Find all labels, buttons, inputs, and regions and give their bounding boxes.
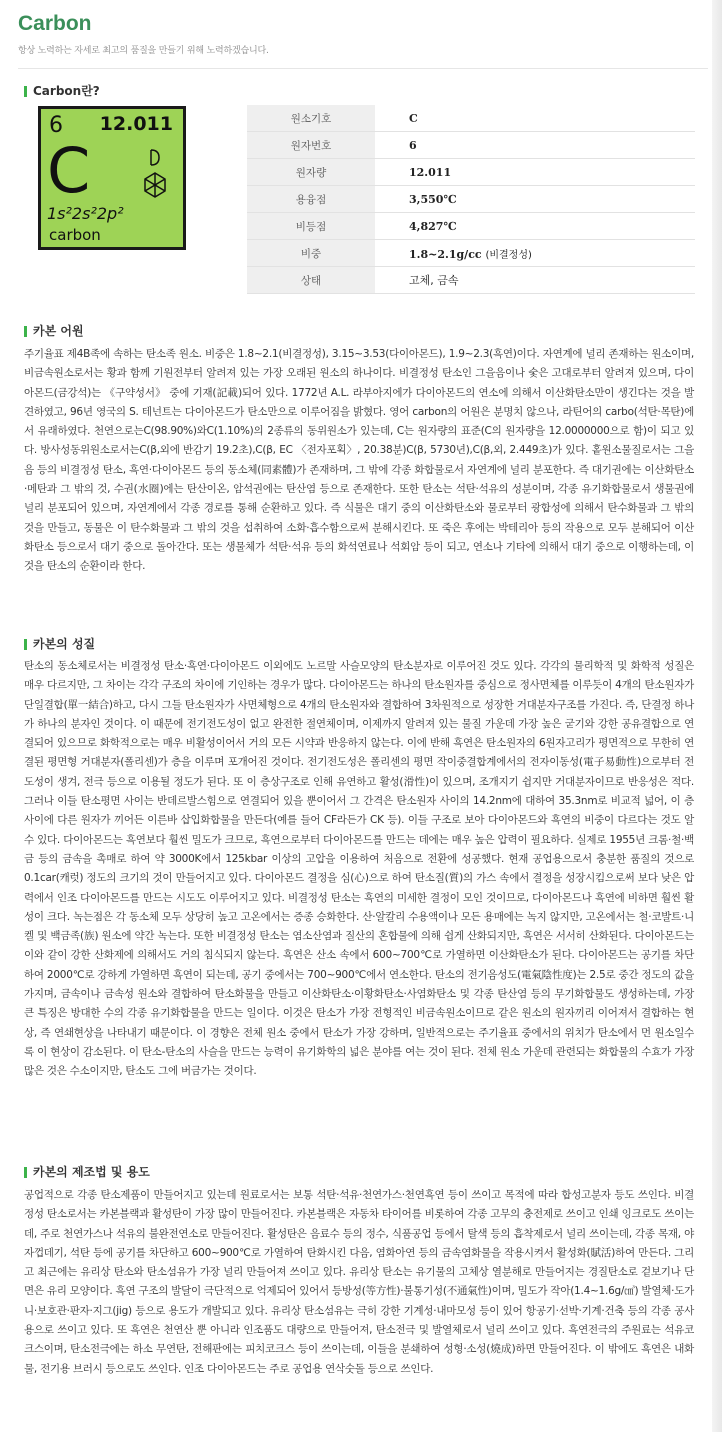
table-row (247, 105, 695, 132)
element-symbol: C (47, 134, 91, 207)
property-value: 12.011 (375, 159, 695, 186)
property-value: 4,827℃ (375, 213, 695, 240)
properties-paragraph: 탄소의 동소체로서는 비결정성 탄소·흑연·다이아몬드 이외에도 노르말 사슬모양의 탄소분자로 이루어진 것도 있다. 각각의 물리학적 및 화학적 성질은 매우 다르지만, 그 차이는 각각 구조의 차이에 기인하는 경우가 많다. 다이아몬드는 하나의 탄소원자를 중심으로 정사면체를 이루듯이 4개의 탄소원자가 단일결합(單一結合)하고, 다시 그들 탄소원자가 사면체형으로 4개의 탄소원자와 결합하여 3차원적으로 성장한 거대분자구조를 가진다. 즉, 단결정 하나가 하나의 분자인 것이다. 이 때문에 전기전도성이 없고 완전한 절연체이며, 이제까지 알려져 있는 물질 가운데 가장 높은 굳기와 강한 공유결합으로 연결되어 있으므로 화학적으로는 매우 비활성이어서 거의 모든 시약과 반응하지 않는다. 이에 반해 흑연은 탄소원자의 6원자고리가 평면적으로 무한히 연결된 평면형 거대분자(폴리센)가 층을 이루며 포개어진 것이다. 전기전도성은 폴리센의 평면 작이중결합계에서의 전자이동성(電子易動性)으로부터 전도성이 생겨, 전극 등으로 이용될 정도가 된다. 또 이 층상구조로 인해 유연하고 활성(滑性)이 있으며, 조개지기 쉽지만 거대분자이므로 반응성은 적다. 그러나 이들 탄소평면 사이는 반데르발스힘으로 연결되어 있을 뿐이어서 그 간격은 탄소원자 사이의 14.2nm에 대하여 35.3nm로 비교적 넓어, 이 층 사이에 다른 원자가 끼어든 이른바 삽입화합물을 만든다(예를 들어 CF라든가 CK 등). 이들 구조로 보아 다이아몬드와 흑연의 비중이 다르다는 것도 알 수 있다. 다이아몬드는 흑연보다 훨씬 밀도가 크므로, 흑연으로부터 다이아몬드를 만드는 데에는 매우 높은 압력이 필요하다. 실제로 1955년 크롬·철·백금 등의 금속을 촉매로 하여 약 3000K에서 125kbar 이상의 고압을 이용하여 처음으로 전환에 성공했다. 현재 공업용으로서 충분한 품질의 것으로 0.1car(캐럿) 정도의 크기의 것이 만들어지고 있다. 다이아몬드 결정을 심(心)으로 하여 탄소질(質)의 가스 속에서 결정을 성장시킴으로써 보다 낮은 압력에서 인조 다이아몬드를 만드는 시도도 이루어지고 있다. 비결정성 탄소는 흑연의 미세한 결정이 모인 것이므로, 다이아몬드나 흑연에 비하면 훨씬 활성이 크다. 녹는점은 각 동소체 모두 상당히 높고 고온에서는 증종 승화한다. 산·알칼리 수용액이나 모든 용매에는 녹지 않지만, 고온에서는 철·코발트·니켈 및 백금족(族) 원소에 약간 녹는다. 또한 비결정성 탄소는 염소산염과 질산의 혼합물에 의해 쉽게 산화되지만, 흑연은 서서히 산화된다. 다이아몬드는 이와 같이 강한 산화제에 의해서도 거의 침식되지 않는다. 흑연은 산소 속에서 600~700℃로 가열하면 이산화탄소가 된다. 다이아몬드는 공기를 차단하여 2000℃로 강하게 가열하면 흑연이 되는데, 공기 중에서는 700~900℃에서 연소한다. 탄소의 전기음성도(電氣陰性度)는 2.5로 중간 정도의 값을 가지며, 금속이나 금속성 원소와 결합하여 탄소화물을 만들고 이산화탄소·이황화탄소·사염화탄소 및 각종 탄산염 등의 무기화합물도 생성하는데, 가장 큰 특징은 방대한 수의 각종 유기화합물을 만드는 일이다. 이것은 탄소가 가장 전형적인 비금속원소이므로 같은 원소의 원자끼리 이어져서 결합하는 현상, 즉 연쇄현상을 나타내기 때문이다. 이 경향은 전체 원소 중에서 탄소가 가장 강하며, 일반적으로는 주기율표 중에서의 위치가 탄소에서 먼 원소일수록 이 현상이 감소된다. 이 탄소-탄소의 사슬을 만드는 능력이 유기화학의 넓은 분야를 여는 것이 된다. 전체 원소 가운데 관련되는 화합물의 수효가 가장 많은 것은 수소이지만, 탄소도 그에 버금가는 것이다. (24, 660, 694, 1078)
property-label: 원소기호 (247, 105, 375, 132)
crystal-structure-icon (145, 173, 165, 197)
element-icons (137, 145, 173, 205)
header-divider (18, 68, 708, 69)
section-heading-carbon-intro: Carbon란? (24, 82, 100, 99)
property-value: 고체, 금속 (375, 267, 695, 294)
atomic-mass: 12.011 (99, 113, 173, 135)
green-bullet-icon (24, 326, 27, 337)
atomic-number: 6 (49, 113, 63, 138)
table-row (247, 213, 695, 240)
element-tile (38, 106, 186, 250)
page-subtitle: 항상 노력하는 자세로 최고의 품질을 만들기 위해 노력하겠습니다. (18, 46, 269, 56)
property-value: 6 (375, 132, 695, 159)
green-bullet-icon (24, 1167, 27, 1178)
table-row (247, 132, 695, 159)
solid-state-icon (151, 150, 159, 165)
property-label: 원자번호 (247, 132, 375, 159)
property-label: 비등점 (247, 213, 375, 240)
property-label: 원자량 (247, 159, 375, 186)
green-bullet-icon (24, 639, 27, 650)
property-value: 1.8~2.1g/cc (409, 247, 482, 261)
section-heading-etymology: 카본 어원 (24, 322, 84, 339)
table-row (247, 159, 695, 186)
property-note: (비결정성) (485, 249, 532, 261)
table-row (247, 267, 695, 294)
element-name: carbon (49, 226, 101, 244)
properties-table (247, 105, 695, 294)
electron-configuration: 1s²2s²2p² (47, 204, 124, 223)
property-value: C (375, 105, 695, 132)
property-label: 용융점 (247, 186, 375, 213)
etymology-paragraph: 주기율표 제4B족에 속하는 탄소족 원소. 비중은 1.8~2.1(비결정성), 3.15~3.53(다이아몬드), 1.9~2.3(흑연)이다. 자연계에 널리 존재하는 원소이며, 비금속원소로서는 황과 함께 기원전부터 알려져 있는 가장 오래된 원소의 하나이다. 비결정성 탄소인 그을음이나 숯은 고대로부터 알려져 있으며, 다이아몬드(금강석)는 《구약성서》 중에 기재(記載)되어 있다. 1772년 A.L. 라부아지에가 다이아몬드의 연소에 의해서 이산화탄소만이 생긴다는 것을 발견하였고, 96년 영국의 S. 테넌트는 다이아몬드가 탄소만으로 이루어짐을 밝혔다. 영어 carbon의 어원은 분명치 않으나, 라틴어의 carbo(석탄·목탄)에서 유래하였다. 천연으로는C(98.90%)와C(1.10%)의 2종류의 동위원소가 있는데, C는 원자량의 표준(C의 원자량을 12.0000000으로 함)이 되고 있다. 방사성동위원소로서는C(β,외에 반감기 19.2초),C(β, EC 〈전자포획〉, 20.38분)C(β, 5730년),C(β,외, 2.449초)가 있다. 홑원소물질로서는 그을음 등의 비결정성 탄소, 흑연·다이아몬드 등의 동소체(同素體)가 존재하며, 그 밖에 각종 화합물로서 자연계에 널리 분포한다. 즉 대기권에는 이산화탄소·메탄과 그 밖의 것, 수권(水圈)에는 탄산이온, 암석권에는 탄산염 등으로 존재한다. 또한 탄소는 석탄·석유의 성분이며, 각종 유기화합물로서 생물권에 널리 분포되어 있으며, 자연계에서 각종 경로를 통해 순환하고 있다. 즉 식물은 대기 중의 이산화탄소와 물로부터 광합성에 의해서 탄수화물과 그 밖의 것을 만들고, 동물은 이 탄수화물과 그 밖의 것을 섭취하여 소화·흡수함으로써 분해시킨다. 또 죽은 후에는 박테리아 등의 작용으로 모두 분해되어 이산화탄소 등으로서 대기 중으로 돌아간다. 또는 생물체가 석탄·석유 등의 화석연료나 석회암 등이 되고, 연소나 기타에 의해서 대기 중으로 이행하는데, 이것을 탄소의 순환이라 한다. (24, 348, 694, 573)
section-heading-manufacturing: 카본의 제조법 및 용도 (24, 1163, 150, 1180)
property-label: 비중 (247, 240, 375, 267)
property-value-cell (375, 240, 695, 267)
page-edge-shadow (712, 0, 722, 1432)
property-value: 3,550℃ (375, 186, 695, 213)
page-title: Carbon (18, 12, 92, 35)
section-heading-properties: 카본의 성질 (24, 635, 95, 652)
property-label: 상태 (247, 267, 375, 294)
manufacturing-paragraph: 공업적으로 각종 탄소제품이 만들어지고 있는데 원료로서는 보통 석탄·석유·천연가스·천연흑연 등이 쓰이고 목적에 따라 합성고분자 등도 쓰인다. 비결정성 탄소로서는 카본블랙과 활성탄이 가장 많이 만들어진다. 카본블랙은 자동차 타이어를 비롯하여 각종 고무의 충전제로 쓰이고 인쇄 잉크로도 쓰이는데, 주로 천연가스나 석유의 불완전연소로 만들어진다. 활성탄은 음료수 등의 정수, 식품공업 등에서 탈색 등의 흡착제로서 널리 쓰이는데, 각종 목재, 야자껍데기, 석탄 등에 공기를 차단하고 600~900℃로 가열하여 탄화시킨 다음, 염화아연 등의 금속염화물을 작용시켜서 활성화(賦活)하여 만든다. 그리고 최근에는 유리상 탄소와 탄소섬유가 가장 널리 만들어져 쓰이고 있다. 유리상 탄소는 유기물의 고체상 열분해로 만들어지는 경질탄소로 겉보기나 단면은 유리 모양이다. 흑연 구조의 발달이 극단적으로 억제되어 있어서 등방성(等方性)·불통기성(不通氣性)이며, 밀도가 작아(1.4~1.6g/㎤) 발열체·도가니·보호관·판자·지그(jig) 등으로 용도가 개발되고 있다. 유리상 탄소섬유는 극히 강한 기계성·내마모성 등이 있어 항공기·선박·기계·건축 등의 각종 공사용으로 쓰이고 있다. 또 흑연은 천연산 뿐 아니라 인조품도 대량으로 만들어져, 탄소전극 및 발열체로서 널리 쓰이고 있다. 흑연전극의 주원료는 석유코크스이며, 탄소전극에는 하소 무연탄, 전해판에는 피치코크스 등이 쓰이는데, 이들을 분쇄하여 성형·소성(燒成)하면 만들어진다. 이 밖에도 흑연은 내화물, 전기용 브러시 등으로도 쓰인다. 인조 다이아몬드는 주로 공업용 연삭숫돌 등으로 쓰인다. (24, 1189, 694, 1375)
table-row (247, 186, 695, 213)
table-row (247, 240, 695, 267)
green-bullet-icon (24, 86, 27, 97)
